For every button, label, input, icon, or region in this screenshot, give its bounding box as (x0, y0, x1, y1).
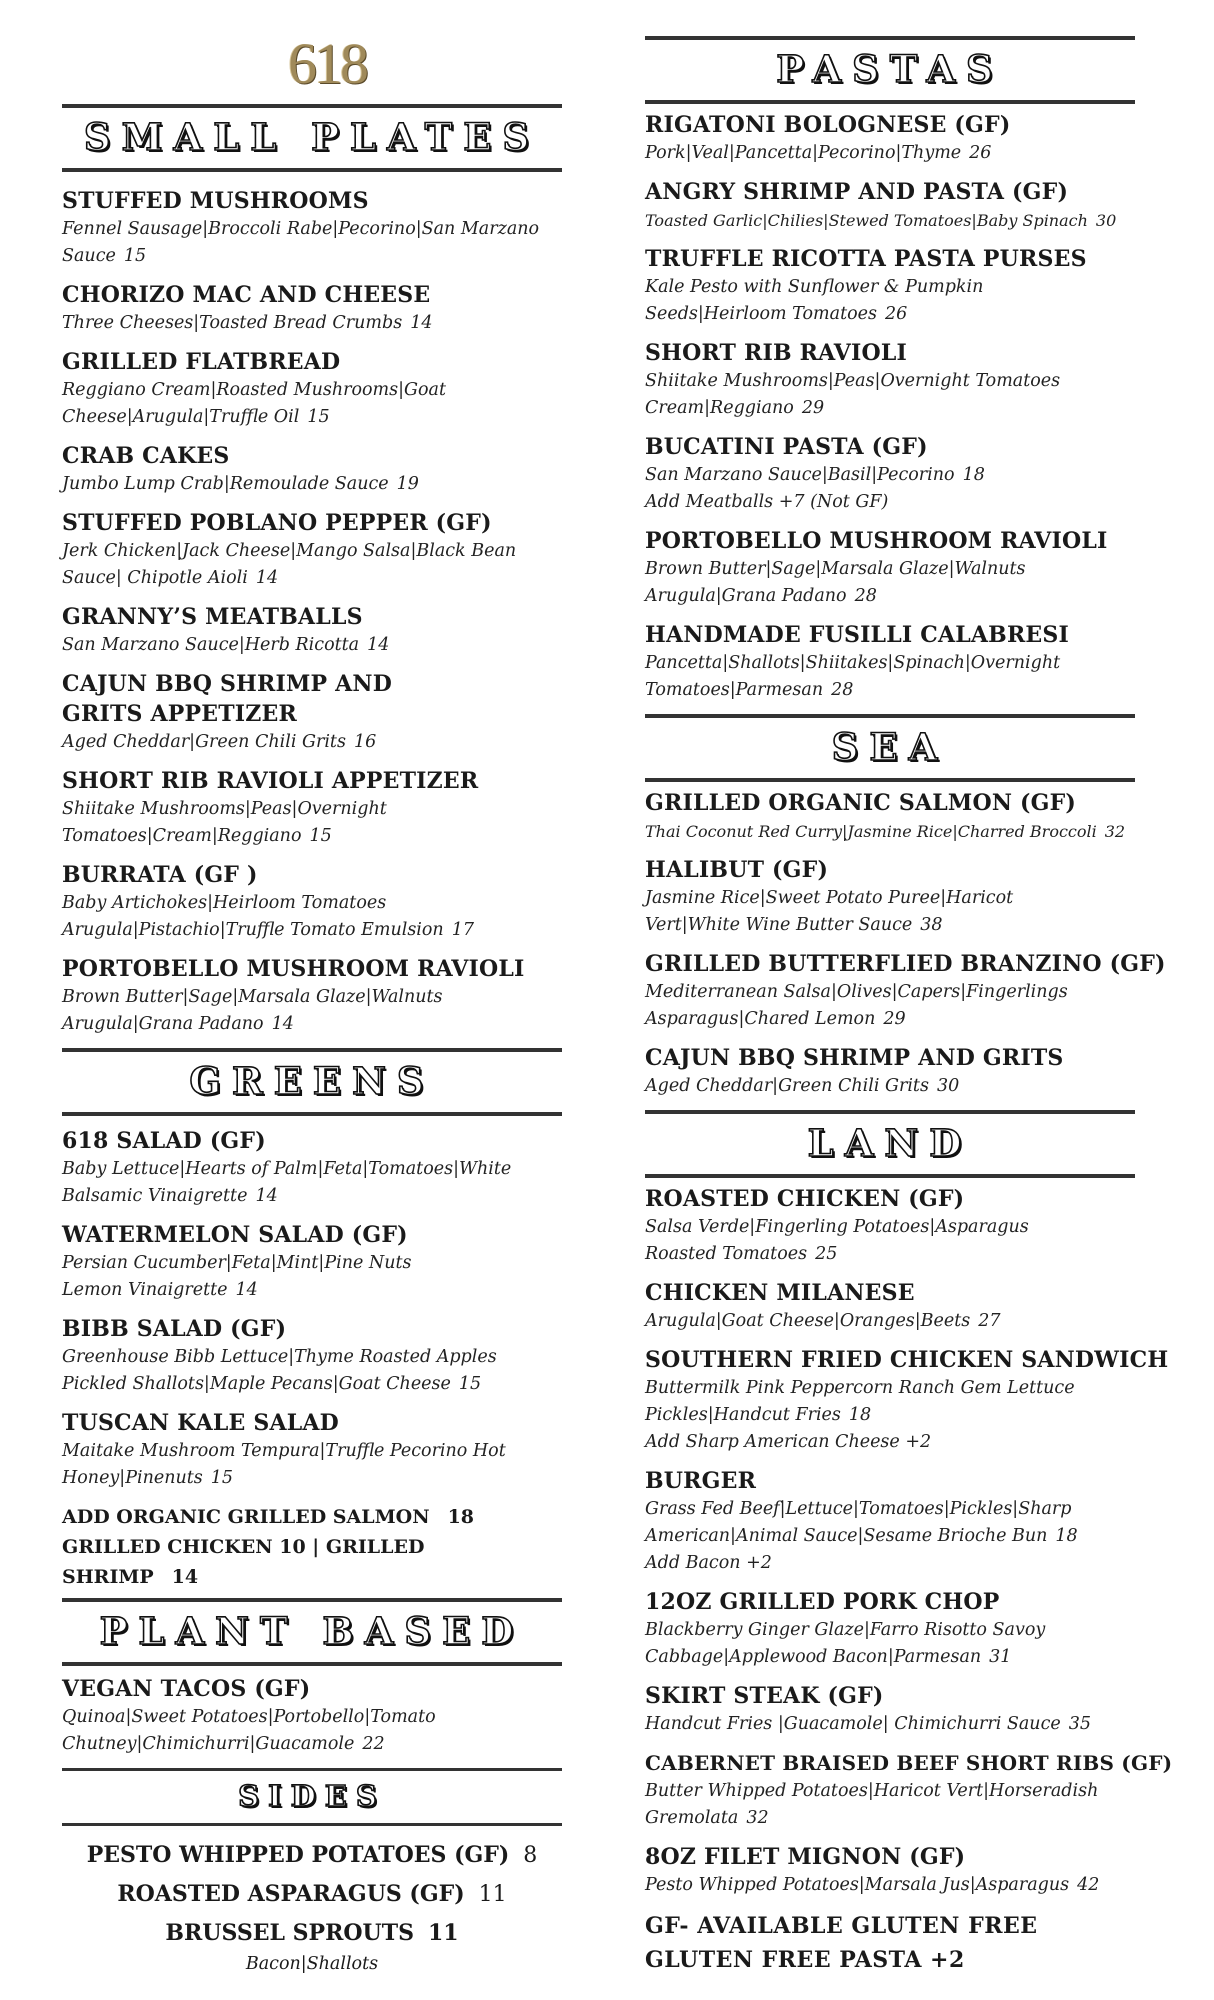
item-price: 14 (255, 568, 279, 588)
pastas-list (645, 110, 1185, 704)
item-description: Arugula|Goat Cheese|Oranges|Beets 27 (645, 1311, 1001, 1331)
item-name: ANGRY SHRIMP AND PASTA (GF) (645, 179, 1069, 205)
side-item: BRUSSEL SPROUTS 11 (165, 1920, 459, 1946)
divider (62, 1048, 562, 1052)
menu-item (62, 1408, 562, 1492)
item-description: Baby Artichokes|Heirloom Tomatoes Arugula|Pistachio|Truffle Tomato Emulsion 17 (62, 893, 474, 940)
menu-item (62, 1220, 562, 1304)
item-description: Toasted Garlic|Chilies|Stewed Tomatoes|Baby Spinach 30 (645, 211, 1117, 230)
menu-item (645, 1345, 1185, 1456)
item-price: 16 (353, 732, 377, 752)
item-name: PORTOBELLO MUSHROOM RAVIOLI (62, 956, 525, 982)
item-name: SHORT RIB RAVIOLI APPETIZER (62, 768, 479, 794)
divider (645, 714, 1135, 718)
item-price: 22 (362, 1734, 385, 1754)
item-description: Grass Fed Beef|Lettuce|Tomatoes|Pickles|Sharp American|Animal Sauce|Sesame Brioche Bun 18 (645, 1499, 1078, 1546)
section-title-land: LAND (807, 1121, 973, 1165)
item-price: 15 (210, 1468, 234, 1488)
menu-item (645, 1466, 1185, 1577)
item-price: 28 (831, 680, 854, 700)
menu-item (645, 526, 1185, 610)
item-description: San Marzano Sauce|Basil|Pecorino 18 (645, 465, 985, 485)
item-name: STUFFED POBLANO PEPPER (GF) (62, 510, 492, 536)
item-price: 18 (962, 465, 985, 485)
menu-item (645, 1587, 1185, 1671)
item-name: CAJUN BBQ SHRIMP AND GRITS APPETIZER (62, 671, 393, 727)
item-price: 27 (978, 1311, 1001, 1331)
menu-item (62, 441, 562, 498)
item-name: HANDMADE FUSILLI CALABRESI (645, 622, 1069, 648)
item-price: 15 (458, 1374, 482, 1394)
menu-item (645, 1748, 1185, 1832)
menu-item (62, 508, 562, 592)
item-name: CHORIZO MAC AND CHEESE (62, 282, 431, 308)
menu-item (645, 620, 1185, 704)
item-name: SHORT RIB RAVIOLI (645, 340, 908, 366)
item-description: Three Cheeses|Toasted Bread Crumbs 14 (62, 313, 433, 333)
menu-item (645, 244, 1185, 328)
item-description: Handcut Fries |Guacamole| Chimichurri Sauce 35 (645, 1714, 1092, 1734)
menu-item (62, 186, 562, 270)
menu-item (62, 669, 562, 756)
item-price: 42 (1077, 1875, 1100, 1895)
item-name: STUFFED MUSHROOMS (62, 188, 369, 214)
divider (62, 1662, 562, 1666)
item-name: 12OZ GRILLED PORK CHOP (645, 1589, 1000, 1615)
item-price: 30 (1095, 211, 1117, 230)
item-price: 14 (255, 1186, 278, 1206)
item-description: Mediterranean Salsa|Olives|Capers|Fingerlings Asparagus|Chared Lemon 29 (645, 982, 1068, 1029)
item-name: SOUTHERN FRIED CHICKEN SANDWICH (645, 1347, 1169, 1373)
item-description: San Marzano Sauce|Herb Ricotta 14 (62, 635, 390, 655)
item-description: Quinoa|Sweet Potatoes|Portobello|Tomato Chutney|Chimichurri|Guacamole 22 (62, 1707, 436, 1754)
item-price: 14 (235, 1280, 258, 1300)
item-description: Jasmine Rice|Sweet Potato Puree|Haricot Vert|White Wine Butter Sauce 38 (645, 888, 1014, 935)
item-name: RIGATONI BOLOGNESE (GF) (645, 112, 1011, 138)
item-description: Shiitake Mushrooms|Peas|Overnight Tomatoes|Cream|Reggiano 15 (62, 799, 387, 846)
menu-item (645, 1842, 1185, 1899)
small-plates-list (62, 186, 562, 1038)
item-price: 14 (367, 635, 390, 655)
item-price: 14 (271, 1014, 294, 1034)
item-name: BUCATINI PASTA (GF) (645, 434, 928, 460)
section-title-small-plates: SMALL PLATES (83, 115, 541, 159)
item-description: Persian Cucumber|Feta|Mint|Pine Nuts Lemon Vinaigrette 14 (62, 1253, 412, 1300)
divider (62, 168, 562, 172)
item-description: Thai Coconut Red Curry|Jasmine Rice|Charred Broccoli 32 (645, 822, 1126, 841)
menu-item (62, 280, 562, 337)
divider (62, 1823, 562, 1826)
add-protein-line: ADD ORGANIC GRILLED SALMON 18 (62, 1506, 475, 1528)
item-description: Shiitake Mushrooms|Peas|Overnight Tomatoes Cream|Reggiano 29 (645, 371, 1061, 418)
item-name: CAJUN BBQ SHRIMP AND GRITS (645, 1045, 1064, 1071)
item-description: Brown Butter|Sage|Marsala Glaze|Walnuts Arugula|Grana Padano 28 (645, 559, 1026, 606)
divider (62, 1112, 562, 1116)
menu-item (62, 1314, 562, 1398)
menu-item (62, 766, 562, 850)
divider (645, 36, 1135, 40)
item-price: 14 (410, 313, 433, 333)
item-price: 18 (848, 1405, 872, 1425)
item-name: GRANNY’S MEATBALLS (62, 604, 363, 630)
divider (62, 1768, 562, 1771)
item-description: Jerk Chicken|Jack Cheese|Mango Salsa|Black Bean Sauce| Chipotle Aioli 14 (62, 541, 517, 588)
menu-item (645, 432, 1185, 516)
item-name: CRAB CAKES (62, 443, 230, 469)
menu-item (645, 1278, 1185, 1335)
item-name: GRILLED FLATBREAD (62, 349, 341, 375)
greens-list (62, 1126, 562, 1592)
item-description: Pancetta|Shallots|Shiitakes|Spinach|Overnight Tomatoes|Parmesan 28 (645, 653, 1061, 700)
item-price: 26 (969, 143, 992, 163)
logo-text: 618 (288, 31, 366, 96)
item-price: 18 (1055, 1526, 1078, 1546)
menu-item (62, 347, 562, 431)
sea-list (645, 788, 1185, 1100)
menu-item (645, 177, 1185, 234)
menu-item (645, 110, 1185, 167)
item-description: Kale Pesto with Sunflower & Pumpkin Seeds|Heirloom Tomatoes 26 (645, 277, 984, 324)
menu-item (645, 949, 1185, 1033)
divider (645, 100, 1135, 104)
divider (62, 104, 562, 108)
item-description: Blackberry Ginger Glaze|Farro Risotto Savoy Cabbage|Applewood Bacon|Parmesan 31 (645, 1620, 1046, 1667)
menu-item (645, 855, 1185, 939)
item-price: 31 (989, 1647, 1012, 1667)
item-name: GRILLED ORGANIC SALMON (GF) (645, 790, 1077, 816)
item-price: 35 (1068, 1714, 1092, 1734)
item-description: Maitake Mushroom Tempura|Truffle Pecorino Hot Honey|Pinenuts 15 (62, 1441, 506, 1488)
item-price: 17 (451, 920, 474, 940)
item-description: Jumbo Lump Crab|Remoulade Sauce 19 (62, 474, 419, 494)
item-price: 38 (920, 915, 943, 935)
left-column (62, 0, 562, 1976)
item-price: 15 (123, 246, 147, 266)
item-description: Aged Cheddar|Green Chili Grits 16 (62, 732, 377, 752)
item-extra: Add Sharp American Cheese +2 (645, 1432, 932, 1452)
item-name: BIBB SALAD (GF) (62, 1316, 287, 1342)
item-description: Reggiano Cream|Roasted Mushrooms|Goat Cheese|Arugula|Truffle Oil 15 (62, 380, 446, 427)
item-description: Pesto Whipped Potatoes|Marsala Jus|Asparagus 42 (645, 1875, 1100, 1895)
item-name: TUSCAN KALE SALAD (62, 1410, 339, 1436)
menu-item (645, 1681, 1185, 1738)
side-item: PESTO WHIPPED POTATOES (GF) 8 (86, 1842, 538, 1868)
item-price: 25 (815, 1244, 838, 1264)
item-name: 618 SALAD (GF) (62, 1128, 266, 1154)
land-list (645, 1184, 1185, 1899)
divider (645, 778, 1135, 782)
item-name: ROASTED CHICKEN (GF) (645, 1186, 965, 1212)
gluten-free-note: GF- AVAILABLE GLUTEN FREE (645, 1913, 1038, 1939)
item-price: 19 (396, 474, 419, 494)
item-description: Butter Whipped Potatoes|Haricot Vert|Horseradish Gremolata 32 (645, 1781, 1099, 1828)
item-name: HALIBUT (GF) (645, 857, 829, 883)
item-name: TRUFFLE RICOTTA PASTA PURSES (645, 246, 1087, 272)
divider (62, 1598, 562, 1602)
item-name: WATERMELON SALAD (GF) (62, 1222, 408, 1248)
item-description: Buttermilk Pink Peppercorn Ranch Gem Lettuce Pickles|Handcut Fries 18 (645, 1378, 1075, 1425)
gluten-free-pasta-note: GLUTEN FREE PASTA +2 (645, 1947, 965, 1973)
item-name: BURGER (645, 1468, 757, 1494)
item-description: Pork|Veal|Pancetta|Pecorino|Thyme 26 (645, 143, 992, 163)
menu-item (62, 860, 562, 944)
item-description: Aged Cheddar|Green Chili Grits 30 (645, 1076, 960, 1096)
menu-item (645, 1043, 1185, 1100)
menu-item (645, 788, 1185, 845)
item-price: 29 (883, 1009, 906, 1029)
item-description: Fennel Sausage|Broccoli Rabe|Pecorino|San Marzano Sauce 15 (62, 219, 540, 266)
section-title-sea: SEA (831, 725, 949, 769)
item-price: 29 (801, 398, 825, 418)
menu-item (62, 602, 562, 659)
plant-based-list (62, 1674, 562, 1758)
item-price: 26 (884, 304, 908, 324)
item-description: Baby Lettuce|Hearts of Palm|Feta|Tomatoes|White Balsamic Vinaigrette 14 (62, 1159, 512, 1206)
divider (645, 1174, 1135, 1178)
item-price: 30 (936, 1076, 960, 1096)
menu-item (62, 1126, 562, 1210)
item-price: 15 (307, 407, 330, 427)
item-name: SKIRT STEAK (GF) (645, 1683, 884, 1709)
section-title-greens: GREENS (189, 1059, 435, 1103)
item-extra: Add Meatballs +7 (Not GF) (645, 492, 889, 512)
divider (645, 1110, 1135, 1114)
menu-item (645, 1184, 1185, 1268)
item-name: 8OZ FILET MIGNON (GF) (645, 1844, 966, 1870)
add-protein-line: GRILLED CHICKEN 10 | GRILLED SHRIMP 14 (62, 1536, 425, 1588)
item-description: Brown Butter|Sage|Marsala Glaze|Walnuts Arugula|Grana Padano 14 (62, 987, 443, 1034)
item-name: VEGAN TACOS (GF) (62, 1676, 311, 1702)
side-description: Bacon|Shallots (245, 1954, 379, 1974)
menu-item (645, 338, 1185, 422)
right-column (645, 0, 1185, 1977)
item-price: 32 (1104, 822, 1126, 841)
item-name: PORTOBELLO MUSHROOM RAVIOLI (645, 528, 1108, 554)
item-name: CHICKEN MILANESE (645, 1280, 915, 1306)
item-price: 15 (309, 826, 332, 846)
item-name: BURRATA (GF ) (62, 862, 258, 888)
menu-item (62, 954, 562, 1038)
item-extra: Add Bacon +2 (645, 1553, 772, 1573)
item-name: GRILLED BUTTERFLIED BRANZINO (GF) (645, 951, 1166, 977)
side-item: ROASTED ASPARAGUS (GF) 11 (117, 1881, 507, 1907)
item-name: CABERNET BRAISED BEEF SHORT RIBS (GF) (645, 1751, 1173, 1775)
sides-list (62, 1836, 562, 1976)
menu-item (62, 1674, 562, 1758)
item-price: 28 (854, 586, 877, 606)
section-title-plant-based: PLANT BASED (99, 1609, 525, 1653)
section-title-sides: SIDES (238, 1779, 386, 1813)
item-price: 32 (746, 1808, 769, 1828)
item-description: Greenhouse Bibb Lettuce|Thyme Roasted Apples Pickled Shallots|Maple Pecans|Goat Cheese 15 (62, 1347, 497, 1394)
section-title-pastas: PASTAS (776, 47, 1004, 91)
item-description: Salsa Verde|Fingerling Potatoes|Asparagus Roasted Tomatoes 25 (645, 1217, 1029, 1264)
